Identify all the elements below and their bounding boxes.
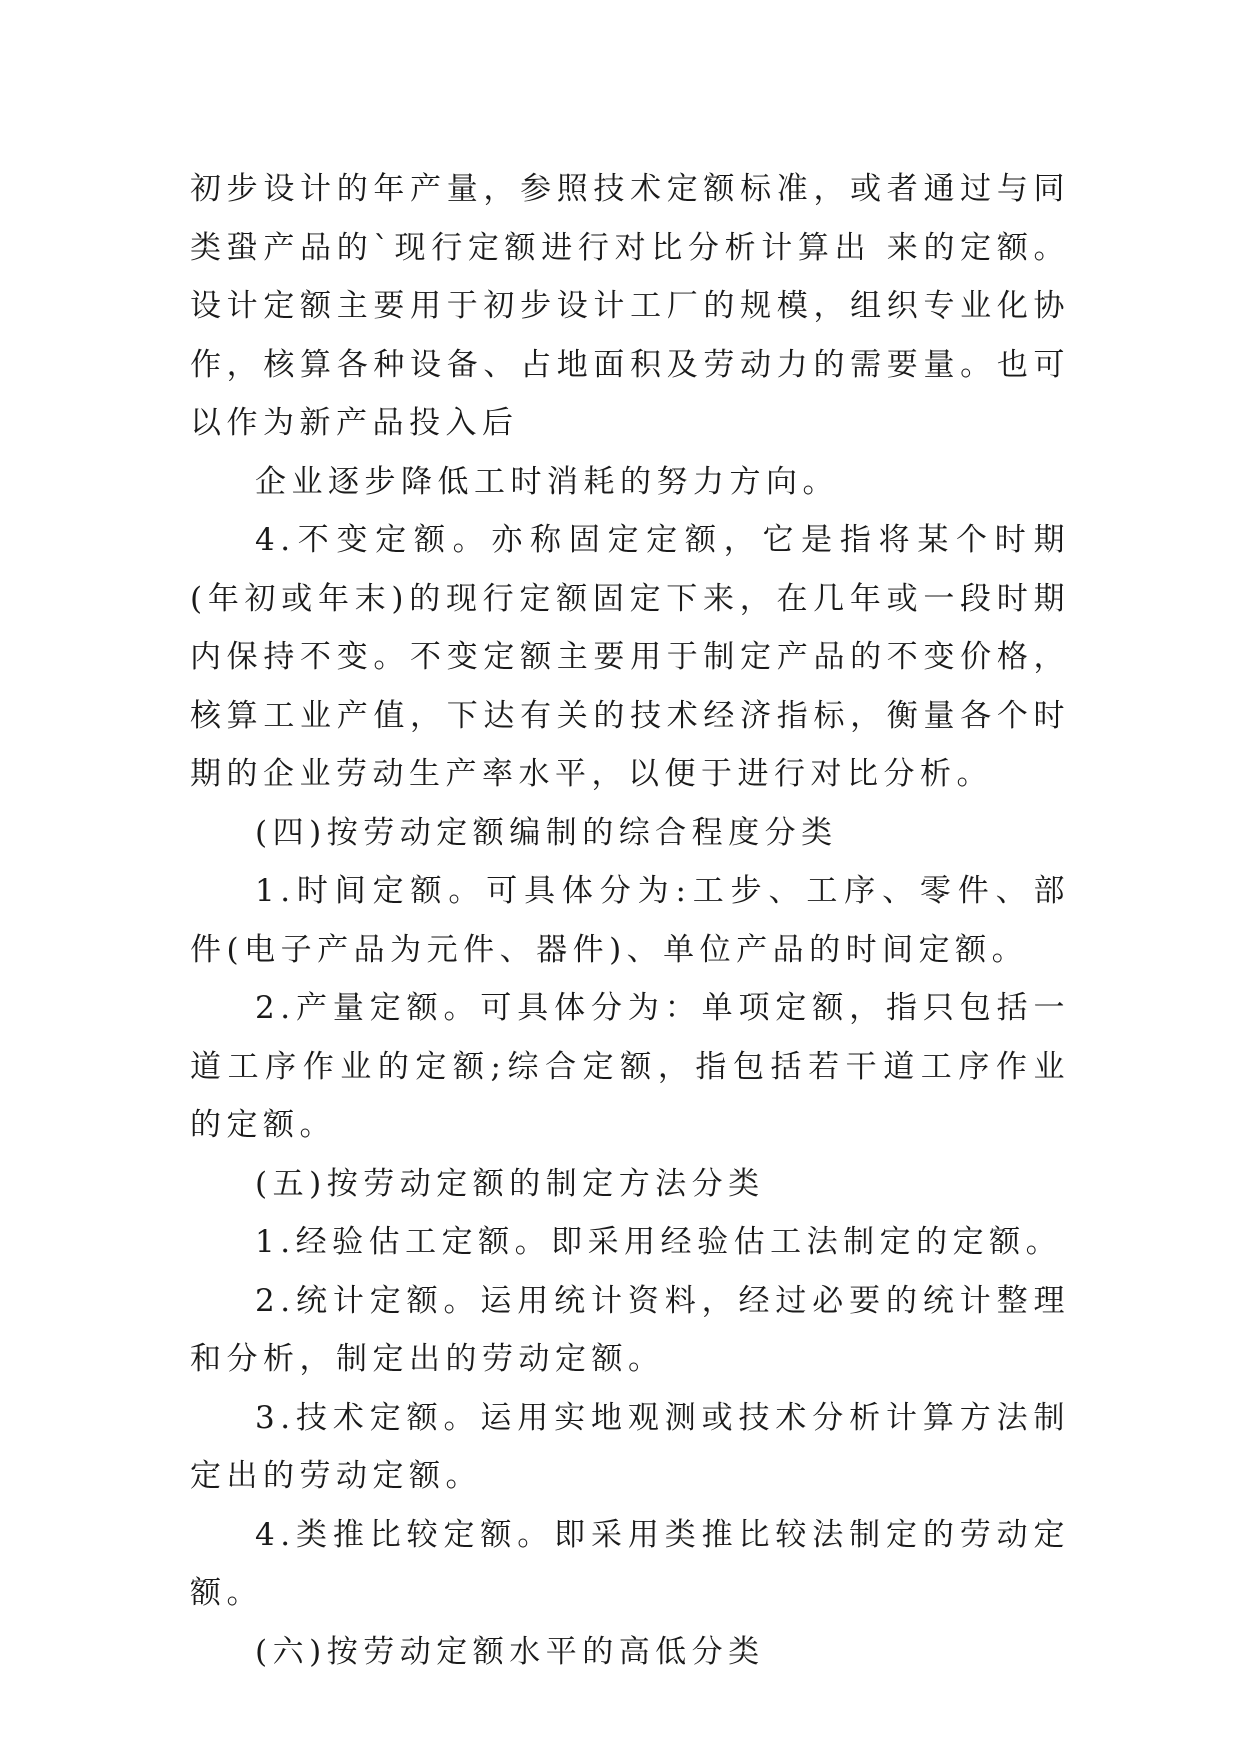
paragraph-9: 2.统计定额。运用统计资料，经过必要的统计整理和分析，制定出的劳动定额。 (190, 1282, 1070, 1377)
paragraph-11: 4.类推比较定额。即采用类推比较法制定的劳动定额。 (190, 1516, 1070, 1611)
section-heading-6: (六)按劳动定额水平的高低分类 (255, 1633, 765, 1670)
paragraph-8: 1.经验估工定额。即采用经验估工法制定的定额。 (255, 1224, 1063, 1260)
section-heading-4: (四)按劳动定额编制的综合程度分类 (255, 814, 838, 851)
document-body (190, 160, 1070, 1681)
section-heading-5: (五)按劳动定额的制定方法分类 (255, 1165, 765, 1202)
paragraph-6: 2.产量定额。可具体分为：单项定额，指只包括一道工序作业的定额;综合定额，指包括若干道工序作业的定额。 (190, 990, 1070, 1143)
paragraph-2: 企业逐步降低工时消耗的努力方向。 (255, 463, 839, 500)
paragraph-10: 3.技术定额。运用实地观测或技术分析计算方法制定出的劳动定额。 (190, 1399, 1070, 1494)
paragraph-3: 4.不变定额。亦称固定定额，它是指将某个时期(年初或年末)的现行定额固定下来，在几年或一段时期内保持不变。不变定额主要用于制定产品的不变价格，核算工业产值，下达有关的技术经济指标，衡量各个时期的企业劳动生产率水平，以便于进行对比分析。 (190, 522, 1070, 792)
paragraph-5: 1.时间定额。可具体分为:工步、工序、零件、部件(电子产品为元件、器件)、单位产品的时间定额。 (190, 873, 1070, 968)
paragraph-1: 初步设计的年产量，参照技术定额标准，或者通过与同类蛩产品的`现行定额进行对比分析计算出 来的定额。设计定额主要用于初步设计工厂的规模，组织专业化协作，核算各种设备、占地面积及劳动力的需要量。也可以作为新产品投入后 (190, 171, 1070, 441)
